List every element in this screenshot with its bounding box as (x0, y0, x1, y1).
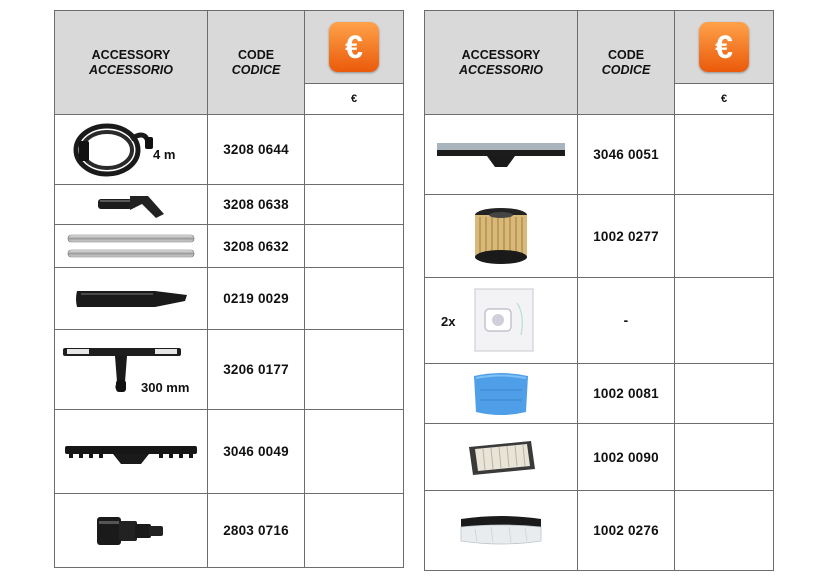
product-image-cell (55, 330, 208, 410)
code-header (578, 11, 675, 115)
price-cell[interactable] (675, 364, 774, 424)
code-header-it: CODICE (231, 62, 281, 77)
row-caption: 300 mm (141, 380, 190, 395)
accessory-header-it: ACCESSORIO (458, 62, 544, 77)
code-header-en: CODE (607, 47, 645, 62)
product-code: 1002 0081 (578, 364, 675, 424)
row-caption: 2x (441, 314, 456, 329)
hepa-filter-icon (461, 435, 541, 479)
price-cell[interactable] (675, 195, 774, 278)
price-cell[interactable] (305, 115, 404, 185)
price-cell[interactable] (305, 494, 404, 568)
price-cell[interactable] (305, 185, 404, 225)
product-code: 3046 0049 (208, 410, 305, 494)
product-image-cell (55, 494, 208, 568)
extension-tubes-icon (64, 229, 198, 263)
price-cell[interactable] (305, 330, 404, 410)
accessory-header-it: ACCESSORIO (88, 62, 174, 77)
cartridge-filter-icon (466, 203, 536, 269)
crevice-tool-icon (71, 279, 191, 319)
right-accessory-table (424, 10, 774, 571)
squeegee-nozzle-icon (61, 432, 201, 472)
euro-icon (699, 22, 749, 72)
price-cell[interactable] (305, 410, 404, 494)
product-code: 0219 0029 (208, 268, 305, 330)
left-accessory-table (54, 10, 404, 568)
code-header-it: CODICE (601, 62, 651, 77)
price-column-label: € (675, 84, 774, 115)
foam-filter-icon (466, 368, 536, 420)
product-code: 1002 0277 (578, 195, 675, 278)
product-image-cell (55, 115, 208, 185)
wide-squeegee-icon (433, 135, 569, 175)
product-image-cell (425, 278, 578, 364)
bent-tube-icon (86, 188, 176, 222)
product-image-cell (55, 410, 208, 494)
euro-icon (329, 22, 379, 72)
product-code: 1002 0276 (578, 491, 675, 571)
price-cell[interactable] (675, 424, 774, 491)
price-cell[interactable] (675, 115, 774, 195)
hose-icon (59, 117, 209, 183)
accessory-header (425, 11, 578, 115)
product-image-cell (55, 268, 208, 330)
product-code: 3206 0177 (208, 330, 305, 410)
accessory-header-en: ACCESSORY (461, 47, 541, 62)
price-header (675, 11, 774, 84)
product-code: - (578, 278, 675, 364)
price-column-label: € (305, 84, 404, 115)
product-code: 2803 0716 (208, 494, 305, 568)
product-image-cell (425, 491, 578, 571)
product-image-cell (425, 364, 578, 424)
product-code: 3046 0051 (578, 115, 675, 195)
price-header (305, 11, 404, 84)
price-cell[interactable] (675, 491, 774, 571)
product-image-cell (55, 185, 208, 225)
price-cell[interactable] (675, 278, 774, 364)
price-cell[interactable] (305, 268, 404, 330)
svg-text:€: € (345, 29, 363, 65)
product-code: 3208 0644 (208, 115, 305, 185)
accessory-header (55, 11, 208, 115)
adapter-icon (81, 509, 181, 553)
product-image-cell (425, 195, 578, 278)
price-cell[interactable] (305, 225, 404, 268)
svg-text:€: € (715, 29, 733, 65)
product-image-cell (425, 424, 578, 491)
code-header (208, 11, 305, 115)
product-image-cell (425, 115, 578, 195)
code-header-en: CODE (237, 47, 275, 62)
product-code: 3208 0632 (208, 225, 305, 268)
product-code: 3208 0638 (208, 185, 305, 225)
product-code: 1002 0090 (578, 424, 675, 491)
sleeve-filter-icon (455, 511, 547, 551)
product-image-cell (55, 225, 208, 268)
accessory-header-en: ACCESSORY (91, 47, 171, 62)
row-caption: 4 m (153, 147, 176, 162)
dust-bag-icon (469, 285, 539, 357)
